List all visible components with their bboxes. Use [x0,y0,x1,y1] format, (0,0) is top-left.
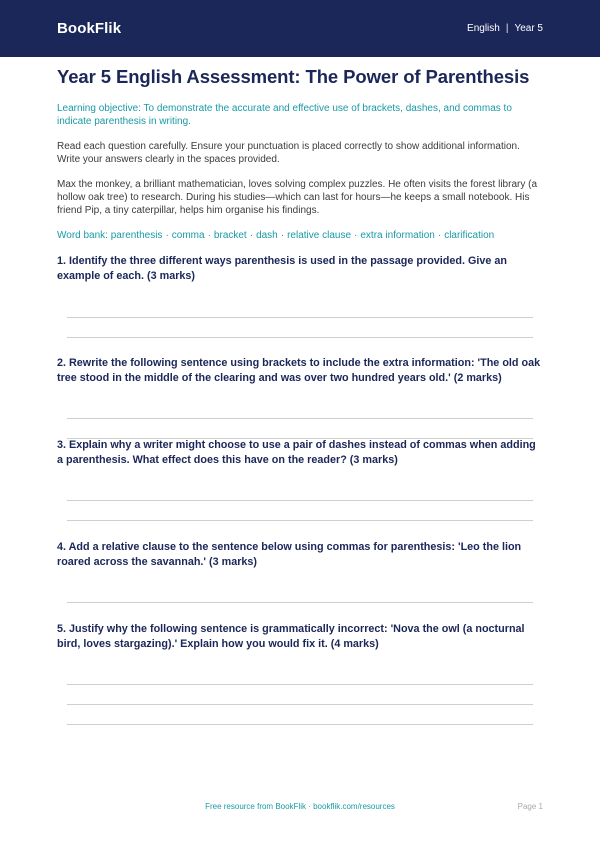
question-5 [57,622,543,652]
word-bank-separator: · [165,230,169,241]
question-4 [57,540,543,570]
word-bank-label: Word bank: [57,230,108,241]
word-bank-separator: · [249,230,254,241]
answer-line[interactable] [67,337,533,338]
word-bank-terms [111,230,494,241]
header-meta [467,23,543,34]
answer-line[interactable] [67,317,533,318]
question-2 [57,356,543,386]
word-bank-separator: · [354,230,358,241]
answer-line[interactable] [67,520,533,521]
question-3 [57,438,543,468]
word-bank-term: bracket [213,230,247,241]
question-text: 3. Explain why a writer might choose to use a pair of dashes instead of commas when adding a parenthesis. What effect does this have on the reader? (3 marks) [57,439,536,466]
word-bank-term: clarification [444,230,495,241]
answer-line[interactable] [67,724,533,725]
question-1 [57,254,543,284]
question-text: 5. Justify why the following sentence is grammatically incorrect: 'Nova the owl (a nocturnal bird, loves stargazing).' Explain how you would fix it. (4 marks) [57,623,525,650]
instructions: Read each question carefully. Ensure your punctuation is placed correctly to show additional information. Write your answers clearly in the spaces provided. [57,141,520,165]
page-title: Year 5 English Assessment: The Power of Parenthesis [57,66,530,87]
word-bank-separator: · [437,230,442,241]
question-text: 4. Add a relative clause to the sentence below using commas for parenthesis: 'Leo the lion roared across the savannah.' (3 marks) [57,541,522,568]
word-bank-separator: · [207,230,211,241]
footer-credit[interactable]: Free resource from BookFlik · bookflik.com/resources [205,802,395,811]
answer-line[interactable] [67,684,533,685]
word-bank-term: parenthesis [110,230,163,241]
reading-passage: Max the monkey, a brilliant mathematician, loves solving complex puzzles. He often visits the forest library (a hollow oak tree) to research. During his studies—which can last for hours—he keeps a small notebook. His friend Pip, a tiny caterpillar, helps him organise his findings. [57,179,538,216]
answer-line[interactable] [67,500,533,501]
meta-separator: | [505,23,509,34]
word-bank-separator: · [280,230,285,241]
word-bank-term: extra information [360,230,435,241]
word-bank-term: dash [256,230,278,241]
answer-line[interactable] [67,704,533,705]
page-number: Page 1 [517,802,543,811]
footer [0,802,600,814]
answer-line[interactable] [67,418,533,419]
question-text: 1. Identify the three different ways parenthesis is used in the passage provided. Give an example of each. (3 marks) [57,255,508,282]
brand-logo-text[interactable]: BookFlik [57,20,122,37]
header-bar [0,0,600,57]
subject-label: English [467,23,500,34]
answer-line[interactable] [67,602,533,603]
year-label: Year 5 [514,23,543,34]
learning-objective: Learning objective: To demonstrate the accurate and effective use of brackets, dashes, and commas to indicate parenthesis in writing. [57,103,512,127]
word-bank-term: comma [171,230,205,241]
document-body [57,66,543,242]
word-bank [57,229,543,242]
question-text: 2. Rewrite the following sentence using brackets to include the extra information: 'The old oak tree stood in the middle of the clearing and was over two hundred years old.' (2 marks) [57,357,541,384]
word-bank-term: relative clause [287,230,352,241]
